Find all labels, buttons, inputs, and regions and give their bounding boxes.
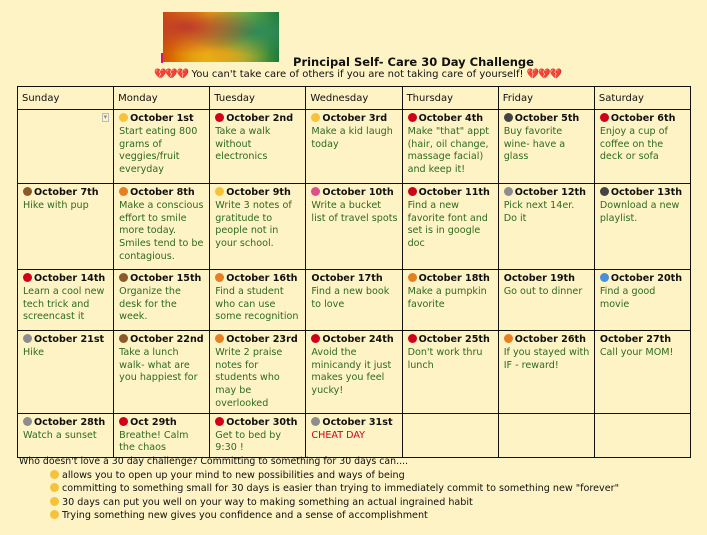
calendar-week-row bbox=[18, 110, 691, 184]
day-date: October 20th bbox=[600, 273, 686, 286]
page-title: Principal Self- Care 30 Day Challenge bbox=[293, 55, 534, 69]
weekday-header: Saturday bbox=[594, 87, 690, 110]
day-activity: Find a student who can use some recognition bbox=[215, 285, 299, 323]
day-activity: Take a walk without electronics bbox=[215, 125, 271, 163]
day-cell bbox=[114, 184, 210, 270]
sleeping-icon bbox=[600, 273, 609, 282]
weekday-header: Monday bbox=[114, 87, 210, 110]
day-cell bbox=[114, 270, 210, 331]
day-cell bbox=[306, 110, 402, 184]
day-date: October 31st bbox=[311, 417, 397, 430]
broken-heart-icon bbox=[311, 334, 320, 343]
day-date: October 24th bbox=[311, 334, 397, 347]
day-date: October 30th bbox=[215, 417, 301, 430]
day-activity: Organize the desk for the week. bbox=[119, 285, 181, 323]
day-activity: Enjoy a cup of coffee on the deck or sofa bbox=[599, 125, 668, 163]
day-cell bbox=[402, 110, 498, 184]
weekday-header: Wednesday bbox=[306, 87, 402, 110]
empty-day-cell bbox=[594, 413, 690, 457]
day-date: October 12th bbox=[504, 187, 590, 200]
day-date: October 16th bbox=[215, 273, 301, 286]
day-cell bbox=[210, 331, 306, 414]
empty-day-cell bbox=[498, 413, 594, 457]
day-activity: Download a new playlist. bbox=[599, 199, 680, 224]
eight-ball-icon bbox=[600, 187, 609, 196]
day-cell bbox=[18, 331, 114, 414]
day-cell bbox=[594, 184, 690, 270]
list-item: 30 days can put you well on your way to making something an actual ingrained habit bbox=[50, 496, 619, 509]
day-activity: If you stayed with IF - reward! bbox=[503, 346, 590, 371]
lips-icon bbox=[600, 113, 609, 122]
day-activity: Start eating 800 grams of veggies/fruit everyday bbox=[119, 125, 198, 176]
day-activity: Find a new book to love bbox=[311, 285, 390, 310]
day-cell bbox=[114, 110, 210, 184]
day-cell bbox=[18, 413, 114, 457]
day-cell bbox=[306, 270, 402, 331]
broken-heart-icon bbox=[408, 113, 417, 122]
day-activity: Find a good movie bbox=[599, 285, 656, 310]
day-date: October 25th bbox=[408, 334, 494, 347]
day-cell bbox=[402, 270, 498, 331]
day-date: October 8th bbox=[119, 187, 205, 200]
day-cell bbox=[594, 110, 690, 184]
day-date: October 9th bbox=[215, 187, 301, 200]
cat-heart-eyes-icon bbox=[119, 187, 128, 196]
day-date: October 6th bbox=[600, 113, 686, 126]
day-date: October 27th bbox=[599, 334, 672, 345]
smiley-icon bbox=[50, 470, 59, 479]
day-activity: Write a bucket list of travel spots bbox=[311, 199, 398, 224]
day-cell bbox=[498, 110, 594, 184]
day-cell bbox=[114, 331, 210, 414]
day-cell bbox=[594, 331, 690, 414]
glasses-icon bbox=[23, 417, 32, 426]
day-date: October 14th bbox=[23, 273, 109, 286]
day-activity: Call your MOM! bbox=[599, 346, 674, 358]
footer-question: Who doesn't love a 30 day challenge? Committing to something for 30 days can.... bbox=[19, 456, 409, 467]
day-cell bbox=[306, 184, 402, 270]
list-item: allows you to open up your mind to new possibilities and ways of being bbox=[50, 469, 619, 482]
day-cell bbox=[594, 270, 690, 331]
calendar-week-row bbox=[18, 413, 691, 457]
day-date: October 4th bbox=[408, 113, 494, 126]
list-item: Trying something new gives you confidence and a sense of accomplishment bbox=[50, 509, 619, 522]
day-date: October 11th bbox=[408, 187, 494, 200]
subtitle-text: You can't take care of others if you are not taking care of yourself! bbox=[191, 69, 524, 80]
day-cell bbox=[210, 413, 306, 457]
day-activity: Write 3 notes of gratitude to people not in your school. bbox=[215, 199, 292, 250]
day-date: October 13th bbox=[600, 187, 686, 200]
paw-icon bbox=[504, 187, 513, 196]
smiley-icon bbox=[50, 483, 59, 492]
list-item: committing to something small for 30 days is easier than trying to immediately commit to something new "forever" bbox=[50, 482, 619, 495]
day-date: October 5th bbox=[504, 113, 590, 126]
weekday-header-row bbox=[18, 87, 691, 110]
smiley-icon bbox=[50, 497, 59, 506]
calendar-table bbox=[17, 86, 691, 458]
day-date: October 10th bbox=[311, 187, 397, 200]
weekday-header: Sunday bbox=[18, 87, 114, 110]
day-cell bbox=[18, 184, 114, 270]
day-activity: Buy favorite wine- have a glass bbox=[503, 125, 566, 163]
day-activity: CHEAT DAY bbox=[311, 429, 366, 441]
day-activity: Hike bbox=[23, 346, 44, 358]
weekday-header: Thursday bbox=[402, 87, 498, 110]
bouquet-icon bbox=[311, 187, 320, 196]
day-activity: Make "that" appt (hair, oil change, massage facial) and keep it! bbox=[407, 125, 490, 176]
day-cell bbox=[18, 270, 114, 331]
day-activity: Learn a cool new tech trick and screencast it bbox=[23, 285, 105, 323]
day-activity: Find a new favorite font and set is in google doc bbox=[407, 199, 488, 250]
cell-handle-icon[interactable]: ▾ bbox=[103, 113, 108, 121]
smile-sunglasses-icon bbox=[119, 113, 128, 122]
day-date: October 26th bbox=[504, 334, 590, 347]
cat-icon bbox=[215, 273, 224, 282]
empty-day-cell bbox=[18, 110, 114, 184]
dog-icon bbox=[23, 187, 32, 196]
hamburger-icon bbox=[408, 273, 417, 282]
day-cell bbox=[498, 270, 594, 331]
cat-icon bbox=[215, 334, 224, 343]
baby-face-icon bbox=[311, 113, 320, 122]
day-cell bbox=[306, 331, 402, 414]
day-cell bbox=[114, 413, 210, 457]
day-date: October 22nd bbox=[119, 334, 205, 347]
day-activity: Get to bed by 9:30 ! bbox=[215, 429, 282, 454]
hamburger-icon bbox=[504, 334, 513, 343]
day-activity: Watch a sunset bbox=[23, 429, 97, 441]
target-icon bbox=[408, 187, 417, 196]
skull-icon bbox=[311, 417, 320, 426]
broken-heart-icon bbox=[215, 113, 224, 122]
day-cell bbox=[210, 110, 306, 184]
alarm-clock-icon bbox=[215, 417, 224, 426]
cherries-icon bbox=[23, 273, 32, 282]
woman-icon bbox=[119, 273, 128, 282]
day-activity: Don't work thru lunch bbox=[407, 346, 483, 371]
weekday-header: Tuesday bbox=[210, 87, 306, 110]
package-icon bbox=[119, 334, 128, 343]
day-cell bbox=[210, 270, 306, 331]
empty-day-cell bbox=[402, 413, 498, 457]
day-cell bbox=[306, 413, 402, 457]
day-activity: Make a kid laugh today bbox=[311, 125, 393, 150]
day-date: October 18th bbox=[408, 273, 494, 286]
day-activity: Make a pumpkin favorite bbox=[407, 285, 487, 310]
day-activity: Avoid the minicandy it just makes you feel yucky! bbox=[311, 346, 392, 397]
smiley-icon bbox=[50, 510, 59, 519]
calendar-week-row bbox=[18, 331, 691, 414]
day-activity: Breathe! Calm the chaos bbox=[119, 429, 189, 454]
page-subtitle bbox=[0, 69, 707, 80]
day-activity: Pick next 14er. Do it bbox=[503, 199, 575, 224]
day-activity: Make a conscious effort to smile more today. Smiles tend to be contagious. bbox=[119, 199, 204, 262]
calendar-week-row bbox=[18, 270, 691, 331]
glasses-icon bbox=[23, 334, 32, 343]
broken-heart-icon: 💔💔💔 bbox=[153, 69, 189, 80]
day-date: October 1st bbox=[119, 113, 205, 126]
day-date: October 19th bbox=[503, 273, 575, 284]
crown-icon bbox=[215, 187, 224, 196]
day-cell bbox=[498, 184, 594, 270]
day-date: October 15th bbox=[119, 273, 205, 286]
weekday-header: Friday bbox=[498, 87, 594, 110]
day-activity: Take a lunch walk- what are you happiest for bbox=[119, 346, 198, 384]
day-activity: Write 2 praise notes for students who may be overlooked bbox=[215, 346, 283, 409]
alarm-clock-icon bbox=[408, 334, 417, 343]
day-date: October 28th bbox=[23, 417, 109, 430]
day-cell bbox=[498, 331, 594, 414]
broken-heart-icon: 💔💔💔 bbox=[526, 69, 562, 80]
day-date: October 17th bbox=[311, 273, 383, 284]
calendar-week-row bbox=[18, 184, 691, 270]
day-cell bbox=[402, 184, 498, 270]
day-date: October 2nd bbox=[215, 113, 301, 126]
day-date: October 7th bbox=[23, 187, 109, 200]
top-hat-icon bbox=[504, 113, 513, 122]
day-activity: Go out to dinner bbox=[503, 285, 583, 297]
footer-bullet-list bbox=[50, 469, 619, 522]
day-date: October 23rd bbox=[215, 334, 301, 347]
day-date: October 3rd bbox=[311, 113, 397, 126]
day-date: Oct 29th bbox=[119, 417, 205, 430]
angry-face-icon bbox=[119, 417, 128, 426]
day-date: October 21st bbox=[23, 334, 109, 347]
day-cell bbox=[402, 331, 498, 414]
day-cell bbox=[210, 184, 306, 270]
day-activity: Hike with pup bbox=[23, 199, 89, 211]
